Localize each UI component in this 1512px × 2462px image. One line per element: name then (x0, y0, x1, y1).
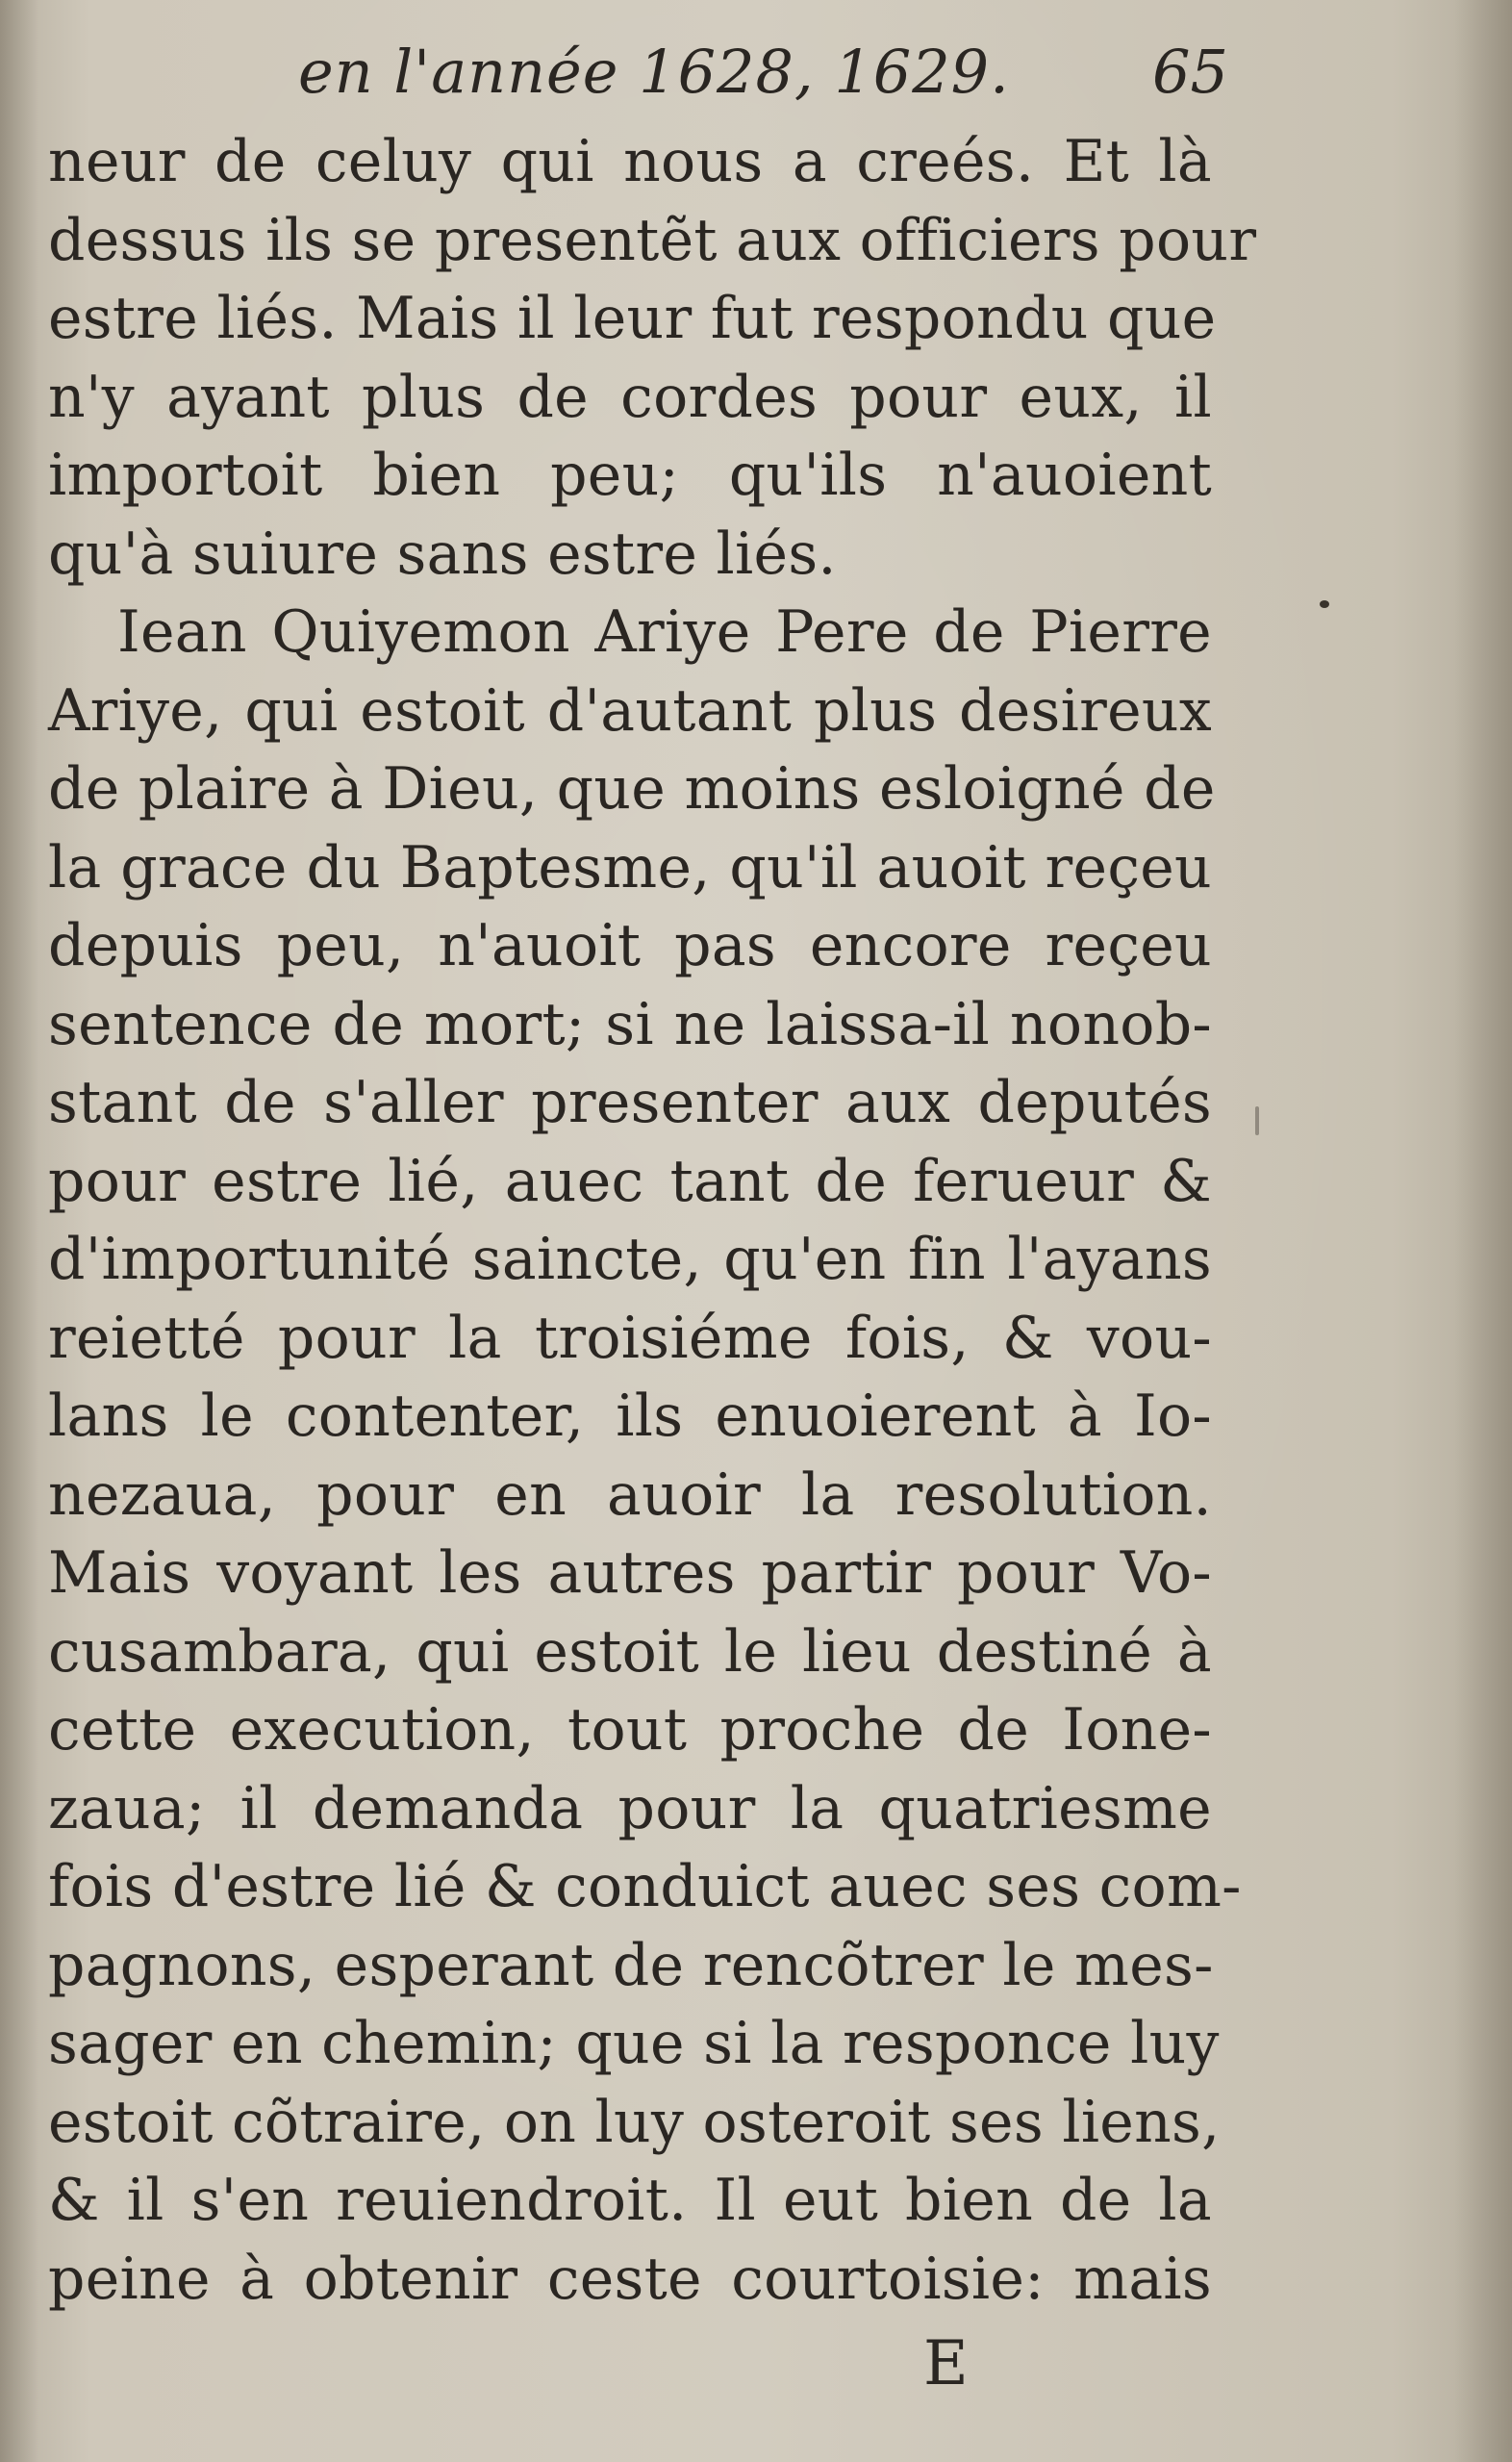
text-line: estre liés. Mais il leur fut respondu que (48, 285, 1217, 352)
text-line: qu'à suiure sans estre liés. (48, 520, 837, 588)
text-line: neur de celuy qui nous a creés. Et là (48, 128, 1212, 195)
text-line: reietté pour la troisiéme fois, & vou- (48, 1304, 1212, 1372)
page-edge-shadow (1454, 0, 1512, 2462)
running-head: en l'année 1628, 1629. (298, 37, 1010, 107)
text-line: pour estre lié, auec tant de ferueur & (48, 1147, 1212, 1215)
text-line: Ariye, qui estoit d'autant plus desireux (48, 676, 1212, 745)
ink-speck (1320, 600, 1329, 608)
text-line: & il s'en reuiendroit. Il eut bien de la (48, 2167, 1212, 2234)
text-line: sentence de mort; si ne laissa-il nonob- (48, 990, 1212, 1058)
signature-mark: E (923, 2328, 969, 2399)
text-line: d'importunité saincte, qu'en fin l'ayans (48, 1226, 1212, 1293)
text-line: cusambara, qui estoit le lieu destiné à (48, 1617, 1212, 1686)
text-line: pagnons, esperant de rencõtrer le mes- (48, 1931, 1214, 1999)
text-line: nezaua, pour en auoir la resolution. (48, 1460, 1212, 1529)
text-line: depuis peu, n'auoit pas encore reçeu (48, 912, 1212, 979)
text-line: stant de s'aller presenter aux deputés (48, 1069, 1212, 1136)
text-line: peine à obtenir ceste courtoisie: mais (48, 2245, 1212, 2313)
text-line: Mais voyant les autres partir pour Vo- (48, 1539, 1212, 1607)
text-line: lans le contenter, ils enuoierent à Io- (48, 1383, 1212, 1450)
gutter-shadow (0, 0, 38, 2462)
text-line: de plaire à Dieu, que moins esloigné de (48, 755, 1216, 823)
text-line-paragraph-start: Iean Quiyemon Ariye Pere de Pierre (117, 598, 1212, 666)
text-line: zaua; il demanda pour la quatriesme (48, 1774, 1212, 1842)
page-number: 65 (1152, 37, 1228, 107)
body-text (48, 123, 1257, 2319)
text-line: importoit bien peu; qu'ils n'auoient (48, 442, 1212, 509)
text-line: n'y ayant plus de cordes pour eux, il (48, 363, 1212, 431)
text-line: estoit cõtraire, on luy osteroit ses liens, (48, 2088, 1221, 2156)
text-line: fois d'estre lié & conduict auec ses com- (48, 1853, 1242, 1920)
text-line: dessus ils se presentẽt aux officiers pour (48, 206, 1257, 274)
text-line: cette execution, tout proche de Ione- (48, 1696, 1212, 1764)
text-line: sager en chemin; que si la responce luy (48, 2010, 1220, 2077)
paper-mark (1255, 1106, 1259, 1135)
text-line: la grace du Baptesme, qu'il auoit reçeu (48, 833, 1212, 901)
